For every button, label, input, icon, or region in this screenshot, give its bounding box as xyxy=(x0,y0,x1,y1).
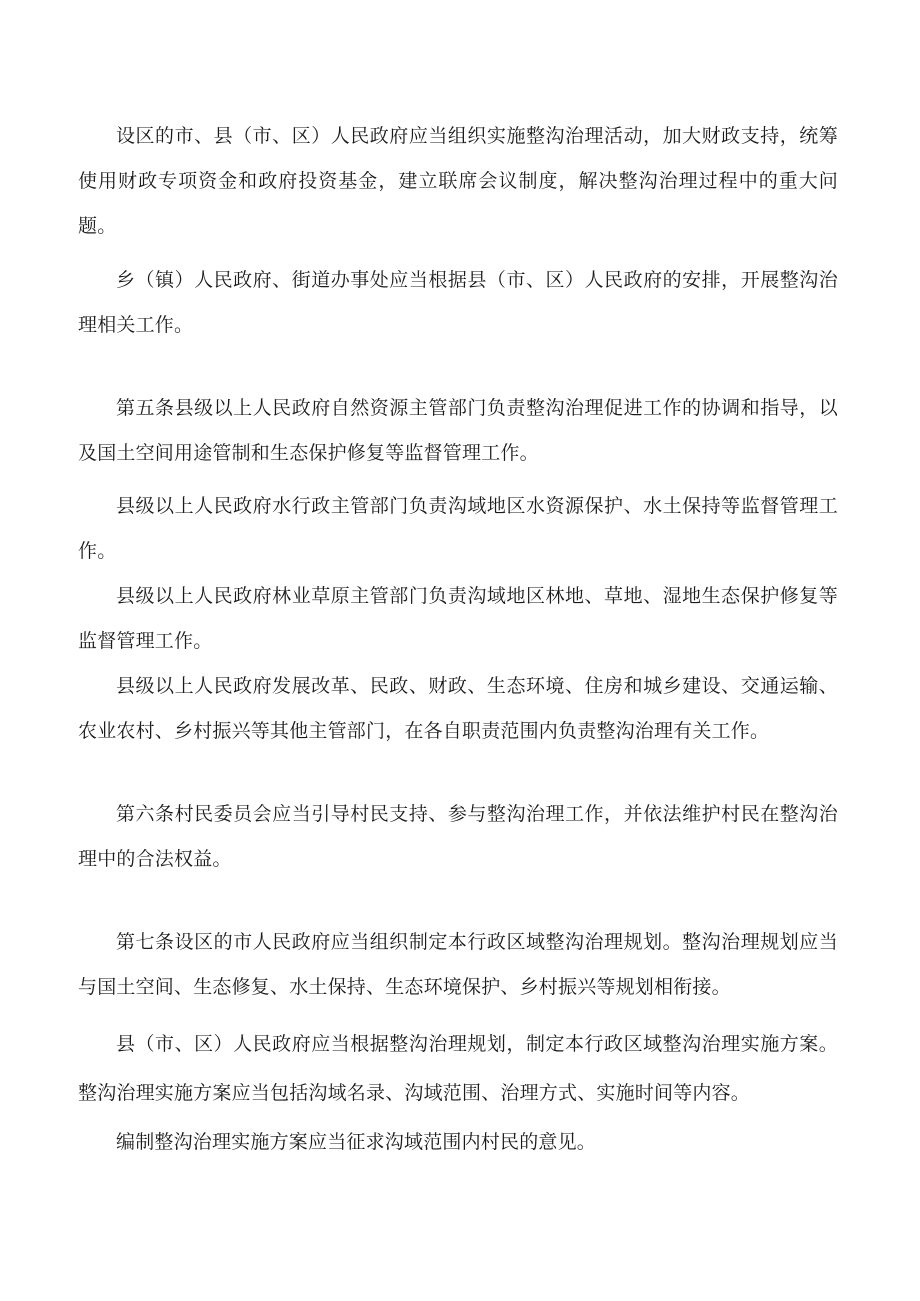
paragraph-article-7: 第七条设区的市人民政府应当组织制定本行政区域整沟治理规划。整沟治理规划应当与国土空间、生态修复、水土保持、生态环境保护、乡村振兴等规划相衔接。 xyxy=(78,931,838,998)
paragraph-article-5: 第五条县级以上人民政府自然资源主管部门负责整沟治理促进工作的协调和指导，以及国土空间用途管制和生态保护修复等监督管理工作。 xyxy=(78,397,838,464)
paragraph-6: 县级以上人民政府发展改革、民政、财政、生态环境、住房和城乡建设、交通运输、农业农村、乡村振兴等其他主管部门，在各自职责范围内负责整沟治理有关工作。 xyxy=(78,675,838,742)
paragraph-10: 编制整沟治理实施方案应当征求沟域范围内村民的意见。 xyxy=(116,1131,597,1153)
paragraph-2: 乡（镇）人民政府、街道办事处应当根据县（市、区）人民政府的安排，开展整沟治理相关工作。 xyxy=(78,269,838,336)
paragraph-article-6: 第六条村民委员会应当引导村民支持、参与整沟治理工作，并依法维护村民在整沟治理中的合法权益。 xyxy=(78,803,838,870)
paragraph-4: 县级以上人民政府水行政主管部门负责沟域地区水资源保护、水土保持等监督管理工作。 xyxy=(78,495,838,562)
paragraph-1: 设区的市、县（市、区）人民政府应当组织实施整沟治理活动，加大财政支持，统筹使用财政专项资金和政府投资基金，建立联席会议制度，解决整沟治理过程中的重大问题。 xyxy=(78,125,838,237)
paragraph-5: 县级以上人民政府林业草原主管部门负责沟域地区林地、草地、湿地生态保护修复等监督管理工作。 xyxy=(78,585,838,652)
paragraph-9: 县（市、区）人民政府应当根据整沟治理规划，制定本行政区域整沟治理实施方案。整沟治理实施方案应当包括沟域名录、沟域范围、治理方式、实施时间等内容。 xyxy=(78,1033,838,1104)
